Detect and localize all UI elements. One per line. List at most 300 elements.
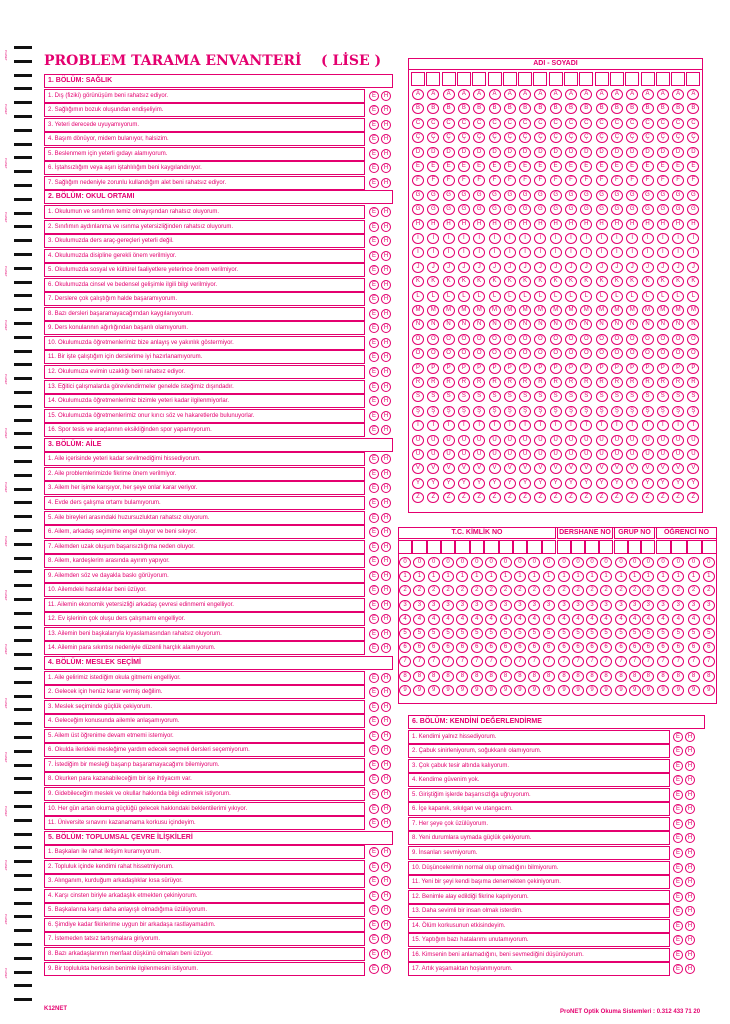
digit-bubble[interactable]: 3 [688,600,700,611]
name-bubble[interactable]: H [642,219,654,230]
name-bubble[interactable]: L [626,291,638,302]
answer-bubble-h[interactable]: H [685,892,695,902]
name-bubble[interactable]: F [626,175,638,186]
name-letter-cell[interactable] [411,72,425,86]
name-bubble[interactable]: B [626,103,638,114]
answer-bubble-h[interactable]: H [685,761,695,771]
answer-bubble-h[interactable]: H [381,483,391,493]
answer-bubble-h[interactable]: H [685,848,695,858]
name-bubble[interactable]: S [519,391,531,402]
answer-bubble-e[interactable]: E [369,585,379,595]
name-bubble[interactable]: C [580,118,592,129]
name-bubble[interactable]: C [412,118,424,129]
answer-bubble-h[interactable]: H [381,614,391,624]
name-letter-cell[interactable] [533,72,547,86]
name-bubble[interactable]: Ç [672,132,684,143]
name-bubble[interactable]: Y [580,478,592,489]
name-bubble[interactable]: Ş [580,406,592,417]
name-bubble[interactable]: M [687,305,699,316]
answer-bubble-e[interactable]: E [673,921,683,931]
digit-bubble[interactable]: 7 [615,656,627,667]
number-entry-cell[interactable] [599,540,613,554]
name-letter-cell[interactable] [564,72,578,86]
digit-bubble[interactable]: 8 [485,671,497,682]
name-bubble[interactable]: Ç [534,132,546,143]
name-bubble[interactable]: E [672,161,684,172]
digit-bubble[interactable]: 0 [572,557,584,568]
name-bubble[interactable]: O [489,334,501,345]
digit-bubble[interactable]: 6 [399,642,411,653]
number-entry-cell[interactable] [427,540,441,554]
digit-bubble[interactable]: 3 [657,600,669,611]
name-bubble[interactable]: O [458,334,470,345]
name-bubble[interactable]: Ç [504,132,516,143]
digit-bubble[interactable]: 8 [642,671,654,682]
name-bubble[interactable]: S [580,391,592,402]
digit-bubble[interactable]: 2 [615,585,627,596]
name-bubble[interactable]: Z [504,492,516,503]
digit-bubble[interactable]: 3 [428,600,440,611]
answer-bubble-e[interactable]: E [369,731,379,741]
answer-bubble-e[interactable]: E [369,498,379,508]
name-bubble[interactable]: Ş [672,406,684,417]
name-bubble[interactable]: B [550,103,562,114]
digit-bubble[interactable]: 4 [500,614,512,625]
name-bubble[interactable]: Ö [412,348,424,359]
name-bubble[interactable]: N [565,319,577,330]
name-bubble[interactable]: M [458,305,470,316]
answer-bubble-h[interactable]: H [381,120,391,130]
name-bubble[interactable]: Ğ [458,204,470,215]
name-bubble[interactable]: J [565,262,577,273]
name-bubble[interactable]: Ş [687,406,699,417]
name-bubble[interactable]: Z [596,492,608,503]
answer-bubble-h[interactable]: H [381,585,391,595]
name-bubble[interactable]: E [657,161,669,172]
name-bubble[interactable]: D [458,147,470,158]
name-bubble[interactable]: E [565,161,577,172]
answer-bubble-h[interactable]: H [381,556,391,566]
answer-bubble-e[interactable]: E [369,818,379,828]
name-bubble[interactable]: L [687,291,699,302]
name-bubble[interactable]: Z [626,492,638,503]
name-bubble[interactable]: Ş [596,406,608,417]
name-bubble[interactable]: B [565,103,577,114]
name-bubble[interactable]: G [626,190,638,201]
digit-bubble[interactable]: 8 [428,671,440,682]
digit-bubble[interactable]: 4 [399,614,411,625]
name-bubble[interactable]: B [443,103,455,114]
answer-bubble-e[interactable]: E [369,934,379,944]
name-bubble[interactable]: Ğ [596,204,608,215]
name-bubble[interactable]: N [611,319,623,330]
name-bubble[interactable]: K [519,276,531,287]
name-bubble[interactable]: G [473,190,485,201]
name-bubble[interactable]: B [672,103,684,114]
digit-bubble[interactable]: 3 [456,600,468,611]
answer-bubble-e[interactable]: E [369,222,379,232]
digit-bubble[interactable]: 9 [703,685,715,696]
name-bubble[interactable]: E [473,161,485,172]
name-bubble[interactable]: R [519,377,531,388]
digit-bubble[interactable]: 5 [471,628,483,639]
name-bubble[interactable]: Y [642,478,654,489]
digit-bubble[interactable]: 1 [528,571,540,582]
name-bubble[interactable]: M [596,305,608,316]
name-bubble[interactable]: N [534,319,546,330]
name-letter-cell[interactable] [472,72,486,86]
answer-bubble-h[interactable]: H [685,906,695,916]
digit-bubble[interactable]: 5 [629,628,641,639]
digit-bubble[interactable]: 9 [543,685,555,696]
name-bubble[interactable]: P [672,363,684,374]
number-entry-cell[interactable] [542,540,556,554]
name-bubble[interactable]: K [565,276,577,287]
digit-bubble[interactable]: 6 [514,642,526,653]
name-bubble[interactable]: Ö [611,348,623,359]
digit-bubble[interactable]: 6 [615,642,627,653]
name-bubble[interactable]: İ [626,247,638,258]
name-bubble[interactable]: K [626,276,638,287]
digit-bubble[interactable]: 1 [688,571,700,582]
digit-bubble[interactable]: 0 [642,557,654,568]
name-bubble[interactable]: M [489,305,501,316]
name-bubble[interactable]: T [489,420,501,431]
name-bubble[interactable]: H [412,219,424,230]
name-bubble[interactable]: O [657,334,669,345]
answer-bubble-h[interactable]: H [381,920,391,930]
digit-bubble[interactable]: 1 [600,571,612,582]
name-bubble[interactable]: F [611,175,623,186]
digit-bubble[interactable]: 5 [543,628,555,639]
name-bubble[interactable]: Z [458,492,470,503]
name-bubble[interactable]: P [550,363,562,374]
name-bubble[interactable]: G [550,190,562,201]
answer-bubble-e[interactable]: E [369,396,379,406]
name-bubble[interactable]: T [412,420,424,431]
digit-bubble[interactable]: 1 [471,571,483,582]
name-bubble[interactable]: J [427,262,439,273]
answer-bubble-e[interactable]: E [673,790,683,800]
name-bubble[interactable]: L [611,291,623,302]
answer-bubble-h[interactable]: H [381,600,391,610]
answer-bubble-h[interactable]: H [381,454,391,464]
name-bubble[interactable]: Ç [611,132,623,143]
name-bubble[interactable]: Z [534,492,546,503]
name-bubble[interactable]: H [519,219,531,230]
digit-bubble[interactable]: 7 [500,656,512,667]
name-bubble[interactable]: F [580,175,592,186]
name-bubble[interactable]: T [580,420,592,431]
digit-bubble[interactable]: 0 [615,557,627,568]
digit-bubble[interactable]: 9 [428,685,440,696]
name-bubble[interactable]: Ü [473,449,485,460]
name-bubble[interactable]: P [534,363,546,374]
name-bubble[interactable]: Ç [427,132,439,143]
name-bubble[interactable]: P [489,363,501,374]
digit-bubble[interactable]: 5 [500,628,512,639]
digit-bubble[interactable]: 7 [471,656,483,667]
name-bubble[interactable]: E [626,161,638,172]
answer-bubble-h[interactable]: H [381,469,391,479]
name-bubble[interactable]: B [489,103,501,114]
name-bubble[interactable]: G [657,190,669,201]
name-bubble[interactable]: Ç [596,132,608,143]
name-bubble[interactable]: C [458,118,470,129]
name-bubble[interactable]: Z [657,492,669,503]
name-bubble[interactable]: H [550,219,562,230]
name-bubble[interactable]: H [672,219,684,230]
digit-bubble[interactable]: 2 [514,585,526,596]
name-bubble[interactable]: Ç [458,132,470,143]
name-bubble[interactable]: I [504,233,516,244]
name-bubble[interactable]: J [473,262,485,273]
digit-bubble[interactable]: 1 [543,571,555,582]
answer-bubble-e[interactable]: E [369,571,379,581]
name-bubble[interactable]: E [489,161,501,172]
digit-bubble[interactable]: 1 [428,571,440,582]
name-bubble[interactable]: Ş [611,406,623,417]
digit-bubble[interactable]: 6 [629,642,641,653]
digit-bubble[interactable]: 1 [500,571,512,582]
name-bubble[interactable]: Ş [412,406,424,417]
digit-bubble[interactable]: 7 [703,656,715,667]
name-bubble[interactable]: Y [687,478,699,489]
digit-bubble[interactable]: 0 [471,557,483,568]
digit-bubble[interactable]: 8 [629,671,641,682]
digit-bubble[interactable]: 5 [703,628,715,639]
digit-bubble[interactable]: 9 [413,685,425,696]
digit-bubble[interactable]: 1 [642,571,654,582]
name-bubble[interactable]: T [672,420,684,431]
name-bubble[interactable]: K [657,276,669,287]
answer-bubble-h[interactable]: H [381,411,391,421]
name-bubble[interactable]: Ş [565,406,577,417]
name-bubble[interactable]: H [489,219,501,230]
answer-bubble-h[interactable]: H [685,950,695,960]
name-bubble[interactable]: E [534,161,546,172]
digit-bubble[interactable]: 3 [572,600,584,611]
name-bubble[interactable]: İ [596,247,608,258]
digit-bubble[interactable]: 5 [456,628,468,639]
digit-bubble[interactable]: 2 [629,585,641,596]
answer-bubble-e[interactable]: E [369,352,379,362]
name-bubble[interactable]: A [473,89,485,100]
name-bubble[interactable]: I [657,233,669,244]
answer-bubble-h[interactable]: H [381,222,391,232]
name-bubble[interactable]: Ğ [687,204,699,215]
name-bubble[interactable]: J [550,262,562,273]
number-entry-cell[interactable] [585,540,599,554]
name-bubble[interactable]: Ü [443,449,455,460]
answer-bubble-h[interactable]: H [381,964,391,974]
name-bubble[interactable]: M [550,305,562,316]
digit-bubble[interactable]: 6 [428,642,440,653]
name-bubble[interactable]: G [565,190,577,201]
answer-bubble-e[interactable]: E [369,687,379,697]
answer-bubble-h[interactable]: H [381,687,391,697]
digit-bubble[interactable]: 2 [572,585,584,596]
name-bubble[interactable]: V [611,463,623,474]
name-bubble[interactable]: T [596,420,608,431]
name-bubble[interactable]: İ [458,247,470,258]
digit-bubble[interactable]: 8 [600,671,612,682]
name-bubble[interactable]: M [672,305,684,316]
name-bubble[interactable]: I [596,233,608,244]
name-bubble[interactable]: P [626,363,638,374]
name-bubble[interactable]: J [687,262,699,273]
name-bubble[interactable]: S [412,391,424,402]
answer-bubble-h[interactable]: H [381,323,391,333]
name-bubble[interactable]: I [489,233,501,244]
name-bubble[interactable]: Ş [657,406,669,417]
digit-bubble[interactable]: 7 [543,656,555,667]
name-bubble[interactable]: U [458,435,470,446]
name-bubble[interactable]: B [657,103,669,114]
digit-bubble[interactable]: 2 [471,585,483,596]
name-bubble[interactable]: I [580,233,592,244]
digit-bubble[interactable]: 8 [586,671,598,682]
answer-bubble-h[interactable]: H [685,935,695,945]
name-bubble[interactable]: M [642,305,654,316]
name-bubble[interactable]: O [443,334,455,345]
digit-bubble[interactable]: 1 [399,571,411,582]
name-bubble[interactable]: Ş [427,406,439,417]
digit-bubble[interactable]: 3 [485,600,497,611]
digit-bubble[interactable]: 1 [442,571,454,582]
name-bubble[interactable]: F [687,175,699,186]
digit-bubble[interactable]: 4 [586,614,598,625]
name-bubble[interactable]: Y [596,478,608,489]
name-bubble[interactable]: Z [672,492,684,503]
name-bubble[interactable]: İ [473,247,485,258]
digit-bubble[interactable]: 8 [657,671,669,682]
answer-bubble-e[interactable]: E [369,964,379,974]
name-bubble[interactable]: F [443,175,455,186]
name-bubble[interactable]: V [504,463,516,474]
name-letter-cell[interactable] [610,72,624,86]
name-bubble[interactable]: C [489,118,501,129]
digit-bubble[interactable]: 8 [514,671,526,682]
answer-bubble-e[interactable]: E [369,949,379,959]
digit-bubble[interactable]: 4 [642,614,654,625]
answer-bubble-h[interactable]: H [381,294,391,304]
name-bubble[interactable]: D [519,147,531,158]
name-bubble[interactable]: K [611,276,623,287]
digit-bubble[interactable]: 9 [399,685,411,696]
name-bubble[interactable]: İ [489,247,501,258]
digit-bubble[interactable]: 9 [657,685,669,696]
name-bubble[interactable]: C [443,118,455,129]
name-bubble[interactable]: I [672,233,684,244]
answer-bubble-e[interactable]: E [369,454,379,464]
name-bubble[interactable]: L [443,291,455,302]
answer-bubble-h[interactable]: H [381,905,391,915]
name-bubble[interactable]: U [596,435,608,446]
digit-bubble[interactable]: 4 [572,614,584,625]
digit-bubble[interactable]: 7 [657,656,669,667]
name-bubble[interactable]: İ [519,247,531,258]
name-bubble[interactable]: Ç [626,132,638,143]
answer-bubble-h[interactable]: H [381,571,391,581]
name-bubble[interactable]: U [443,435,455,446]
name-bubble[interactable]: V [596,463,608,474]
name-bubble[interactable]: A [657,89,669,100]
name-bubble[interactable]: P [596,363,608,374]
name-bubble[interactable]: R [687,377,699,388]
name-bubble[interactable]: H [427,219,439,230]
name-bubble[interactable]: Ğ [489,204,501,215]
name-bubble[interactable]: L [519,291,531,302]
name-bubble[interactable]: G [519,190,531,201]
name-bubble[interactable]: C [596,118,608,129]
digit-bubble[interactable]: 3 [471,600,483,611]
name-bubble[interactable]: F [642,175,654,186]
name-bubble[interactable]: Ö [687,348,699,359]
name-bubble[interactable]: A [443,89,455,100]
name-bubble[interactable]: R [427,377,439,388]
answer-bubble-h[interactable]: H [381,149,391,159]
answer-bubble-e[interactable]: E [673,732,683,742]
name-bubble[interactable]: F [534,175,546,186]
name-bubble[interactable]: B [596,103,608,114]
name-bubble[interactable]: T [565,420,577,431]
name-bubble[interactable]: I [519,233,531,244]
answer-bubble-e[interactable]: E [673,848,683,858]
answer-bubble-e[interactable]: E [369,309,379,319]
digit-bubble[interactable]: 5 [688,628,700,639]
digit-bubble[interactable]: 2 [688,585,700,596]
name-bubble[interactable]: O [672,334,684,345]
name-bubble[interactable]: B [519,103,531,114]
answer-bubble-h[interactable]: H [381,818,391,828]
digit-bubble[interactable]: 9 [688,685,700,696]
name-bubble[interactable]: N [443,319,455,330]
answer-bubble-h[interactable]: H [381,542,391,552]
name-bubble[interactable]: Ş [489,406,501,417]
digit-bubble[interactable]: 4 [600,614,612,625]
name-bubble[interactable]: Ü [458,449,470,460]
name-bubble[interactable]: Ş [550,406,562,417]
name-bubble[interactable]: E [687,161,699,172]
name-bubble[interactable]: I [626,233,638,244]
name-bubble[interactable]: C [565,118,577,129]
name-bubble[interactable]: M [611,305,623,316]
number-entry-cell[interactable] [641,540,655,554]
name-bubble[interactable]: C [642,118,654,129]
answer-bubble-h[interactable]: H [381,280,391,290]
number-entry-cell[interactable] [628,540,642,554]
name-bubble[interactable]: G [687,190,699,201]
name-bubble[interactable]: F [596,175,608,186]
name-bubble[interactable]: Ö [596,348,608,359]
digit-bubble[interactable]: 7 [456,656,468,667]
name-bubble[interactable]: O [427,334,439,345]
digit-bubble[interactable]: 9 [572,685,584,696]
name-bubble[interactable]: H [596,219,608,230]
name-bubble[interactable]: I [473,233,485,244]
name-bubble[interactable]: J [519,262,531,273]
number-entry-cell[interactable] [671,540,686,554]
name-letter-cell[interactable] [457,72,471,86]
name-bubble[interactable]: V [550,463,562,474]
answer-bubble-e[interactable]: E [369,745,379,755]
answer-bubble-h[interactable]: H [381,251,391,261]
name-bubble[interactable]: U [412,435,424,446]
answer-bubble-h[interactable]: H [381,163,391,173]
name-bubble[interactable]: C [657,118,669,129]
answer-bubble-e[interactable]: E [369,629,379,639]
